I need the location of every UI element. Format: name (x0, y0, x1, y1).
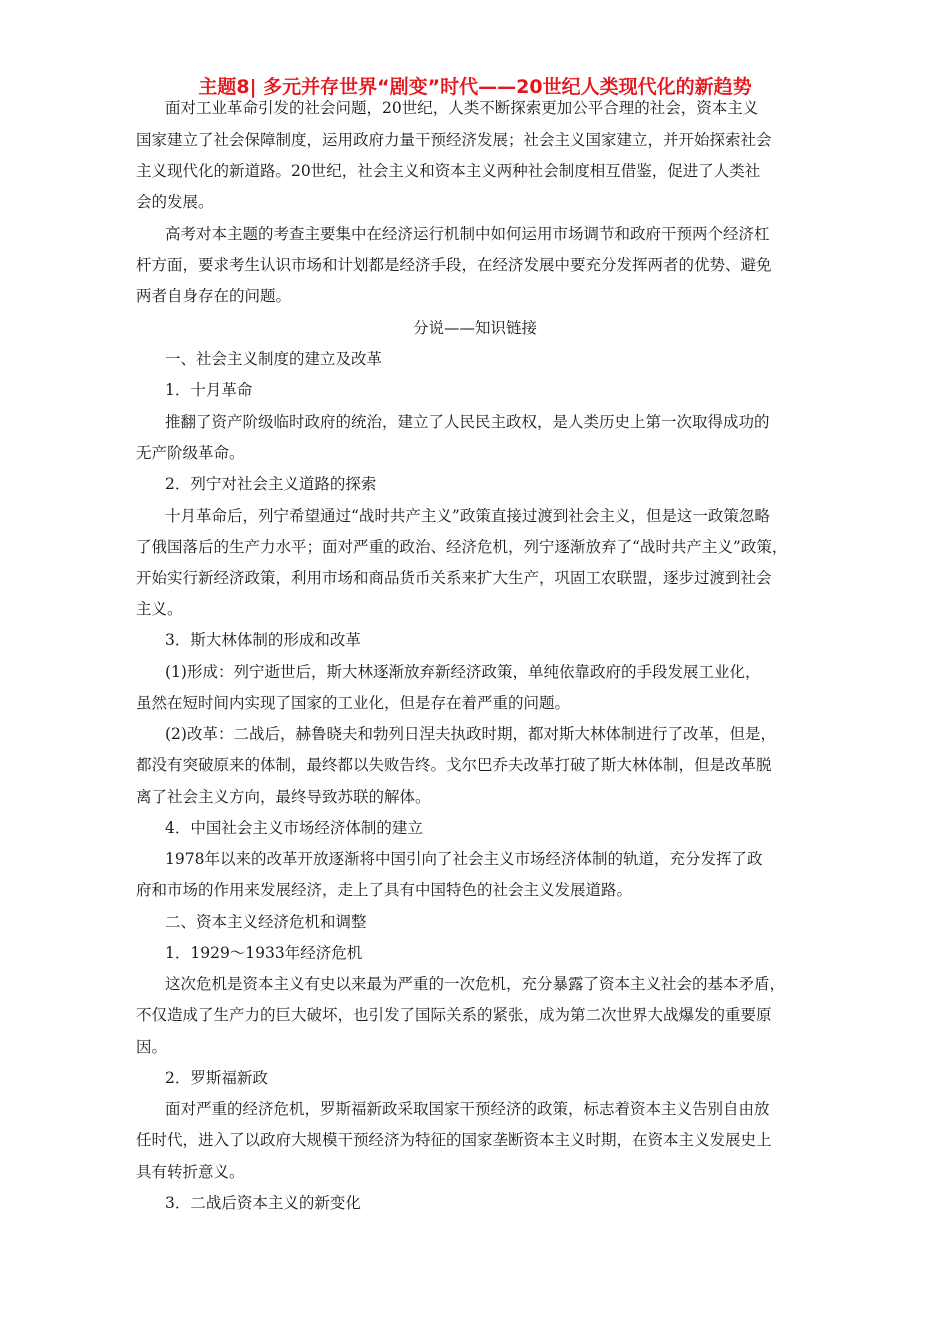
page-title: 主题8| 多元并存世界“剧变”时代——20世纪人类现代化的新趋势 (198, 76, 752, 98)
paragraph-line: 因。 (136, 1038, 168, 1056)
part1-item2-title: 2．列宁对社会主义道路的探索 (165, 475, 377, 493)
intro-line: 会的发展。 (136, 193, 214, 211)
paragraph-line: 具有转折意义。 (136, 1163, 245, 1181)
part1-item1-title: 1．十月革命 (165, 381, 253, 399)
paragraph-line: 十月革命后，列宁希望通过“战时共产主义”政策直接过渡到社会主义，但是这一政策忽略 (165, 507, 770, 525)
exam-line: 高考对本主题的考查主要集中在经济运行机制中如何运用市场调节和政府干预两个经济杠 (165, 225, 770, 243)
paragraph-line: 离了社会主义方向，最终导致苏联的解体。 (136, 788, 431, 806)
paragraph-line: 无产阶级革命。 (136, 444, 245, 462)
exam-line: 杆方面，要求考生认识市场和计划都是经济手段，在经济发展中要充分发挥两者的优势、避免 (136, 256, 772, 274)
paragraph-line: (2)改革：二战后，赫鲁晓夫和勃列日涅夫执政时期，都对斯大林体制进行了改革，但是， (165, 725, 776, 743)
section-heading: 分说——知识链接 (412, 319, 537, 337)
paragraph-line: 1978年以来的改革开放逐渐将中国引向了社会主义市场经济体制的轨道，充分发挥了政 (165, 850, 763, 868)
intro-line: 面对工业革命引发的社会问题，20世纪，人类不断探索更加公平合理的社会，资本主义 (165, 99, 759, 117)
paragraph-line: 虽然在短时间内实现了国家的工业化，但是存在着严重的问题。 (136, 694, 571, 712)
paragraph-line: 不仅造成了生产力的巨大破坏，也引发了国际关系的紧张，成为第二次世界大战爆发的重要原 (136, 1006, 772, 1024)
intro-line: 主义现代化的新道路。20世纪，社会主义和资本主义两种社会制度相互借鉴，促进了人类社 (136, 162, 761, 180)
paragraph-line: 这次危机是资本主义有史以来最为严重的一次危机，充分暴露了资本主义社会的基本矛盾， (165, 975, 786, 993)
intro-line: 国家建立了社会保障制度，运用政府力量干预经济发展；社会主义国家建立，并开始探索社会 (136, 131, 772, 149)
part2-item3-title: 3．二战后资本主义的新变化 (165, 1194, 361, 1212)
paragraph-line: 主义。 (136, 600, 183, 618)
exam-line: 两者自身存在的问题。 (136, 287, 292, 305)
paragraph-line: 都没有突破原来的体制，最终都以失败告终。戈尔巴乔夫改革打破了斯大林体制，但是改革脱 (136, 756, 772, 774)
paragraph-line: 面对严重的经济危机，罗斯福新政采取国家干预经济的政策，标志着资本主义告别自由放 (165, 1100, 770, 1118)
paragraph-line: 任时代，进入了以政府大规模干预经济为特征的国家垄断资本主义时期，在资本主义发展史上 (136, 1131, 772, 1149)
part2-heading: 二、资本主义经济危机和调整 (165, 913, 367, 931)
paragraph-line: (1)形成：列宁逝世后，斯大林逐渐放弃新经济政策，单纯依靠政府的手段发展工业化， (165, 663, 761, 681)
part1-item3-title: 3．斯大林体制的形成和改革 (165, 631, 361, 649)
part2-item1-title: 1．1929～1933年经济危机 (165, 944, 363, 962)
part1-heading: 一、社会主义制度的建立及改革 (165, 350, 383, 368)
paragraph-line: 府和市场的作用来发展经济，走上了具有中国特色的社会主义发展道路。 (136, 881, 633, 899)
part2-item2-title: 2．罗斯福新政 (165, 1069, 268, 1087)
paragraph-line: 了俄国落后的生产力水平；面对严重的政治、经济危机，列宁逐渐放弃了“战时共产主义”政策， (136, 538, 788, 556)
paragraph-line: 开始实行新经济政策，利用市场和商品货币关系来扩大生产，巩固工农联盟，逐步过渡到社会 (136, 569, 772, 587)
paragraph-line: 推翻了资产阶级临时政府的统治，建立了人民民主政权，是人类历史上第一次取得成功的 (165, 413, 770, 431)
part1-item4-title: 4．中国社会主义市场经济体制的建立 (165, 819, 423, 837)
